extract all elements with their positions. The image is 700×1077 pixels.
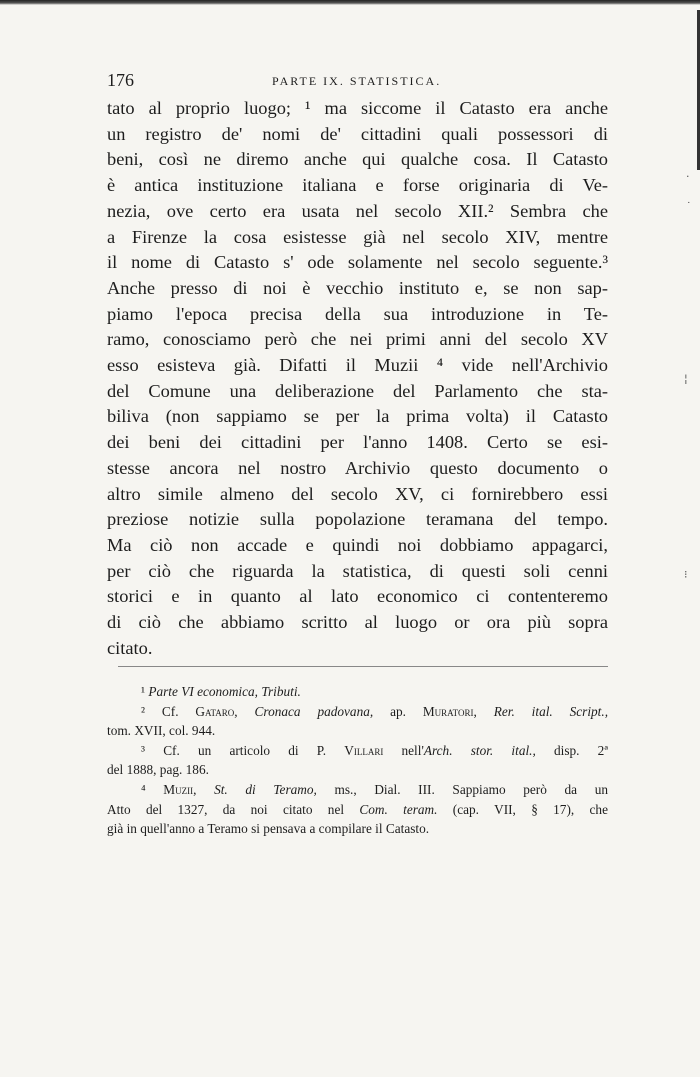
body-line: il nome di Catasto s' ode solamente nel secolo seguente.³ [107, 252, 608, 273]
footnote-4: ⁴ Muzii, St. di Teramo, ms., Dial. III. Sappiamo però da un [141, 781, 609, 797]
body-line: biliva (non sappiamo se per la prima volta) il Catasto [107, 406, 608, 427]
body-text [107, 96, 608, 661]
footnote-4-line-2: Atto del 1327, da noi citato nel Com. teram. (cap. VII, § 17), che [107, 801, 608, 817]
body-line: storici e in quanto al lato economico ci contenteremo [107, 586, 608, 607]
body-line: del Comune una deliberazione del Parlamento che sta- [107, 380, 608, 401]
page-top-edge [0, 0, 700, 5]
footnote-3: ³ Cf. un articolo di P. Villari nell'Arch. stor. ital., disp. 2ª [141, 742, 608, 758]
body-line: preziose notizie sulla popolazione teramana del tempo. [107, 509, 608, 530]
footnotes [107, 682, 608, 839]
body-line: beni, così ne diremo anche qui qualche cosa. Il Catasto [107, 149, 608, 170]
body-line: Anche presso di noi è vecchio instituto e, se non sap- [107, 277, 608, 298]
body-line: esso esisteva già. Difatti il Muzii ⁴ vide nell'Archivio [107, 355, 608, 376]
body-line: citato. [107, 637, 153, 658]
running-title: PARTE IX. STATISTICA. [272, 74, 442, 88]
body-line: Ma ciò non accade e quindi noi dobbiamo appagarci, [107, 534, 608, 555]
body-line: piamo l'epoca precisa della sua introduzione in Te- [107, 303, 608, 324]
body-line: nezia, ove certo era usata nel secolo XII.² Sembra che [107, 200, 608, 221]
body-line: un registro de' nomi de' cittadini quali possessori di [107, 123, 608, 144]
page-number: 176 [107, 70, 134, 90]
body-line: altro simile almeno del secolo XV, ci fornirebbero essi [107, 483, 608, 504]
body-line: ramo, conosciamo però che nei primi anni del secolo XV [107, 329, 608, 350]
body-line: a Firenze la cosa esistesse già nel secolo XIV, mentre [107, 226, 608, 247]
footnote-2-continuation: tom. XVII, col. 944. [107, 723, 216, 739]
footnote-4-continuation: già in quell'anno a Teramo si pensava a compilare il Catasto. [107, 821, 430, 837]
footnote-1: ¹ Parte VI economica, Tributi. [141, 684, 301, 699]
body-line: dei beni dei cittadini per l'anno 1408. Certo se esi- [107, 432, 608, 453]
body-line: per ciò che riguarda la statistica, di questi soli cenni [107, 560, 608, 581]
body-line: di ciò che abbiamo scritto al luogo or ora più sopra [107, 612, 608, 633]
running-head [107, 70, 587, 92]
body-line: tato al proprio luogo; ¹ ma siccome il Catasto era anche [107, 98, 608, 118]
body-line: è antica instituzione italiana e forse originaria di Ve- [107, 175, 608, 196]
body-line: stesse ancora nel nostro Archivio questo documento o [107, 457, 608, 478]
footnote-3-continuation: del 1888, pag. 186. [107, 762, 209, 778]
margin-speck: ¦ [684, 372, 688, 385]
margin-speck: ⁝ [684, 568, 688, 581]
margin-speck: ˙ [686, 200, 692, 213]
margin-speck: · [686, 170, 690, 183]
footnote-2: ² Cf. Gataro, Cronaca padovana, ap. Muratori, Rer. ital. Script., [141, 703, 609, 719]
footnote-separator [118, 666, 608, 667]
